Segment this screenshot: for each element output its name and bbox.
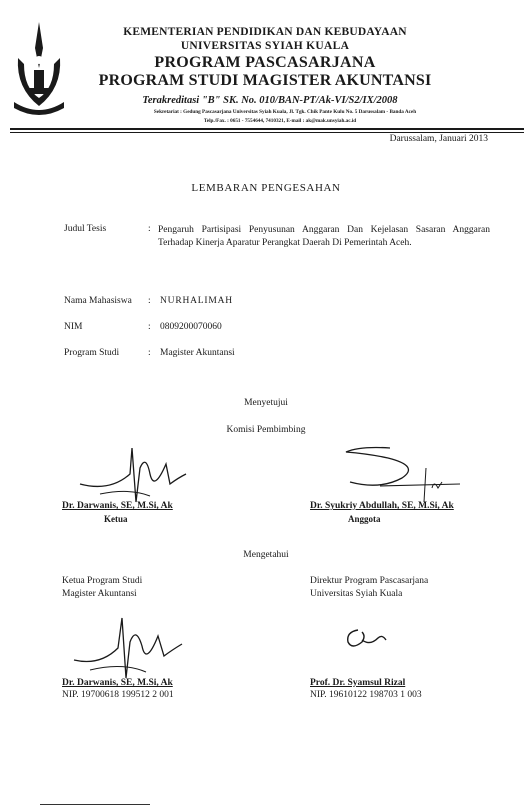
study-program-name: PROGRAM STUDI MAGISTER AKUNTANSI: [98, 72, 432, 89]
ack-right-nip: NIP. 19610122 198703 1 003: [310, 690, 422, 700]
nama-value: NURHALIMAH: [160, 296, 233, 306]
ack-right-name: Prof. Dr. Syamsul Rizal: [310, 678, 406, 688]
program-name: PROGRAM PASCASARJANA: [154, 54, 376, 71]
right-title-line2: Universitas Syiah Kuala: [310, 589, 403, 599]
document-date: Darussalam, Januari 2013: [389, 134, 488, 144]
ministry-name: KEMENTERIAN PENDIDIKAN DAN KEBUDAYAAN: [123, 26, 407, 38]
secretariat-address: Sekretariat : Gedung Pascasarjana Universitas Syiah Kuala, Jl. Tgk. Chik Pante Kulu No. 5 Darussalam - Banda Aceh: [153, 109, 417, 115]
left-title-line1: Ketua Program Studi: [62, 576, 143, 586]
approval-right-role: Anggota: [348, 514, 381, 524]
right-title-line1: Direktur Program Pascasarjana: [310, 576, 429, 586]
prodi-label: Program Studi: [64, 348, 120, 358]
university-logo: [10, 18, 68, 116]
nim-label: NIM: [64, 322, 83, 332]
judul-colon: :: [148, 224, 151, 234]
menyetujui-label: Menyetujui: [244, 398, 288, 408]
nama-label: Nama Mahasiswa: [64, 296, 132, 306]
letterhead-rule-thick: [10, 128, 524, 130]
approval-right-name: Dr. Syukriy Abdullah, SE, M.Si, Ak: [310, 501, 454, 511]
signature-darwanis-1: [70, 444, 190, 508]
nim-value: 0809200070060: [160, 322, 222, 332]
contact-info: Telp./Fax. : 0651 - 7554644, 7410321, E-mail : ak@mak.unsyiah.ac.id: [203, 118, 357, 124]
prodi-colon: :: [148, 348, 151, 358]
judul-label: Judul Tesis: [64, 224, 107, 234]
judul-value: Pengaruh Partisipasi Penyusunan Anggaran Dan Kejelasan Sasaran Anggaran Terhadap Kinerja Aparatur Perangkat Daerah Di Pemerintah Aceh.: [158, 225, 490, 249]
bottom-mark: [40, 804, 150, 805]
signature-darwanis-2: [66, 612, 186, 684]
approval-left-name: Dr. Darwanis, SE, M.Si, Ak: [62, 501, 173, 511]
prodi-value: Magister Akuntansi: [160, 348, 235, 358]
accreditation-text: Terakreditasi "B" SK. No. 010/BAN-PT/Ak-VI/S2/IX/2008: [142, 95, 398, 106]
komisi-label: Komisi Pembimbing: [226, 425, 306, 435]
nama-colon: :: [148, 296, 151, 306]
mengetahui-label: Mengetahui: [243, 550, 289, 560]
signature-syamsul: [340, 624, 390, 652]
nim-colon: :: [148, 322, 151, 332]
approval-left-role: Ketua: [104, 514, 128, 524]
university-name: UNIVERSITAS SYIAH KUALA: [180, 40, 350, 52]
ack-left-name: Dr. Darwanis, SE, M.Si, Ak: [62, 678, 173, 688]
letterhead-rule-thin: [10, 132, 524, 133]
signature-syukriy: [330, 438, 470, 504]
document-title: LEMBARAN PENGESAHAN: [191, 182, 341, 194]
ack-left-nip: NIP. 19700618 199512 2 001: [62, 690, 174, 700]
left-title-line2: Magister Akuntansi: [62, 589, 137, 599]
